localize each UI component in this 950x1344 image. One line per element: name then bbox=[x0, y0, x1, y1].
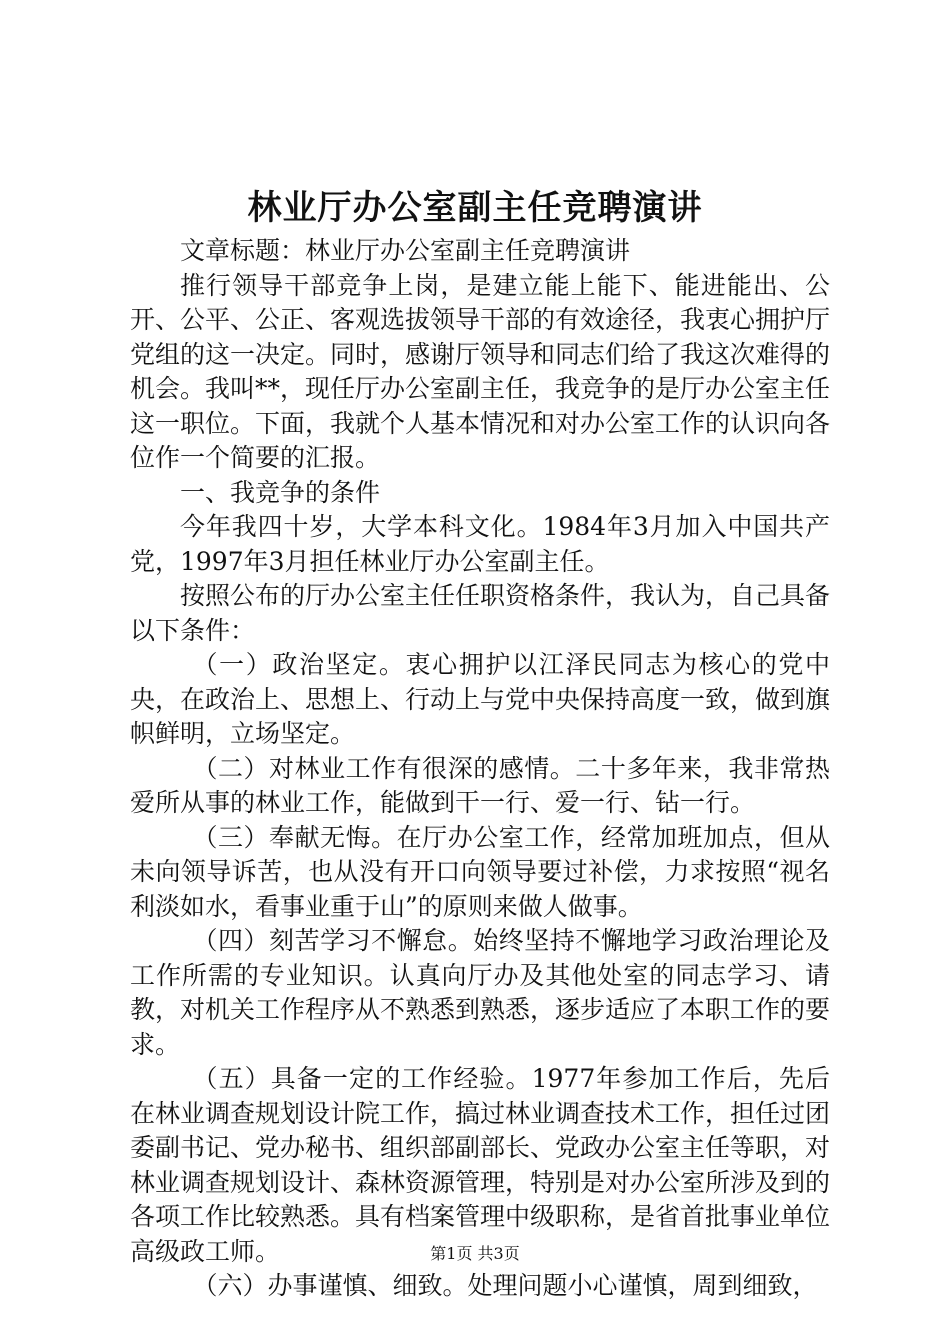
page-number-footer: 第1页 共3页 bbox=[430, 1244, 520, 1263]
condition-item-4: （四）刻苦学习不懈怠。始终坚持不懈地学习政治理论及工作所需的专业知识。认真向厅办及其他处室的同志学习、请教，对机关工作程序从不熟悉到熟悉，逐步适应了本职工作的要求。 bbox=[130, 926, 831, 1059]
condition-item-1: （一）政治坚定。衷心拥护以江泽民同志为核心的党中央，在政治上、思想上、行动上与党中央保持高度一致，做到旗帜鲜明，立场坚定。 bbox=[130, 650, 831, 748]
document-body bbox=[130, 234, 830, 1304]
condition-item-5: （五）具备一定的工作经验。1977年参加工作后，先后在林业调查规划设计院工作，搞过林业调查技术工作，担任过团委副书记、党办秘书、组织部副部长、党政办公室主任等职，对林业调查规划设计、森林资源管理，特别是对办公室所涉及到的各项工作比较熟悉。具有档案管理中级职称，是省首批事业单位高级政工师。 bbox=[130, 1064, 831, 1266]
section-heading: 一、我竞争的条件 bbox=[180, 477, 381, 507]
conditions-intro-paragraph: 按照公布的厅办公室主任任职资格条件，我认为，自己具备以下条件： bbox=[130, 581, 831, 645]
document-title: 林业厅办公室副主任竞聘演讲 bbox=[247, 188, 703, 228]
intro-paragraph: 推行领导干部竞争上岗，是建立能上能下、能进能出、公开、公平、公正、客观选拔领导干部的有效途径，我衷心拥护厅党组的这一决定。同时，感谢厅领导和同志们给了我这次难得的机会。我叫**，现任厅办公室副主任，我竞争的是厅办公室主任这一职位。下面，我就个人基本情况和对办公室工作的认识向各位作一个简要的汇报。 bbox=[130, 270, 831, 472]
article-title-line: 文章标题：林业厅办公室副主任竞聘演讲 bbox=[180, 236, 631, 265]
condition-item-6: （六）办事谨慎、细致。处理问题小心谨慎，周到细致， bbox=[192, 1271, 818, 1300]
condition-item-3: （三）奉献无悔。在厅办公室工作，经常加班加点，但从未向领导诉苦，也从没有开口向领导要过补偿，力求按照“视名利淡如水，看事业重于山”的原则来做人做事。 bbox=[130, 822, 830, 921]
background-paragraph: 今年我四十岁，大学本科文化。1984年3月加入中国共产党，1997年3月担任林业厅办公室副主任。 bbox=[130, 512, 830, 576]
condition-item-2: （二）对林业工作有很深的感情。二十多年来，我非常热爱所从事的林业工作，能做到干一行、爱一行、钻一行。 bbox=[130, 753, 830, 817]
